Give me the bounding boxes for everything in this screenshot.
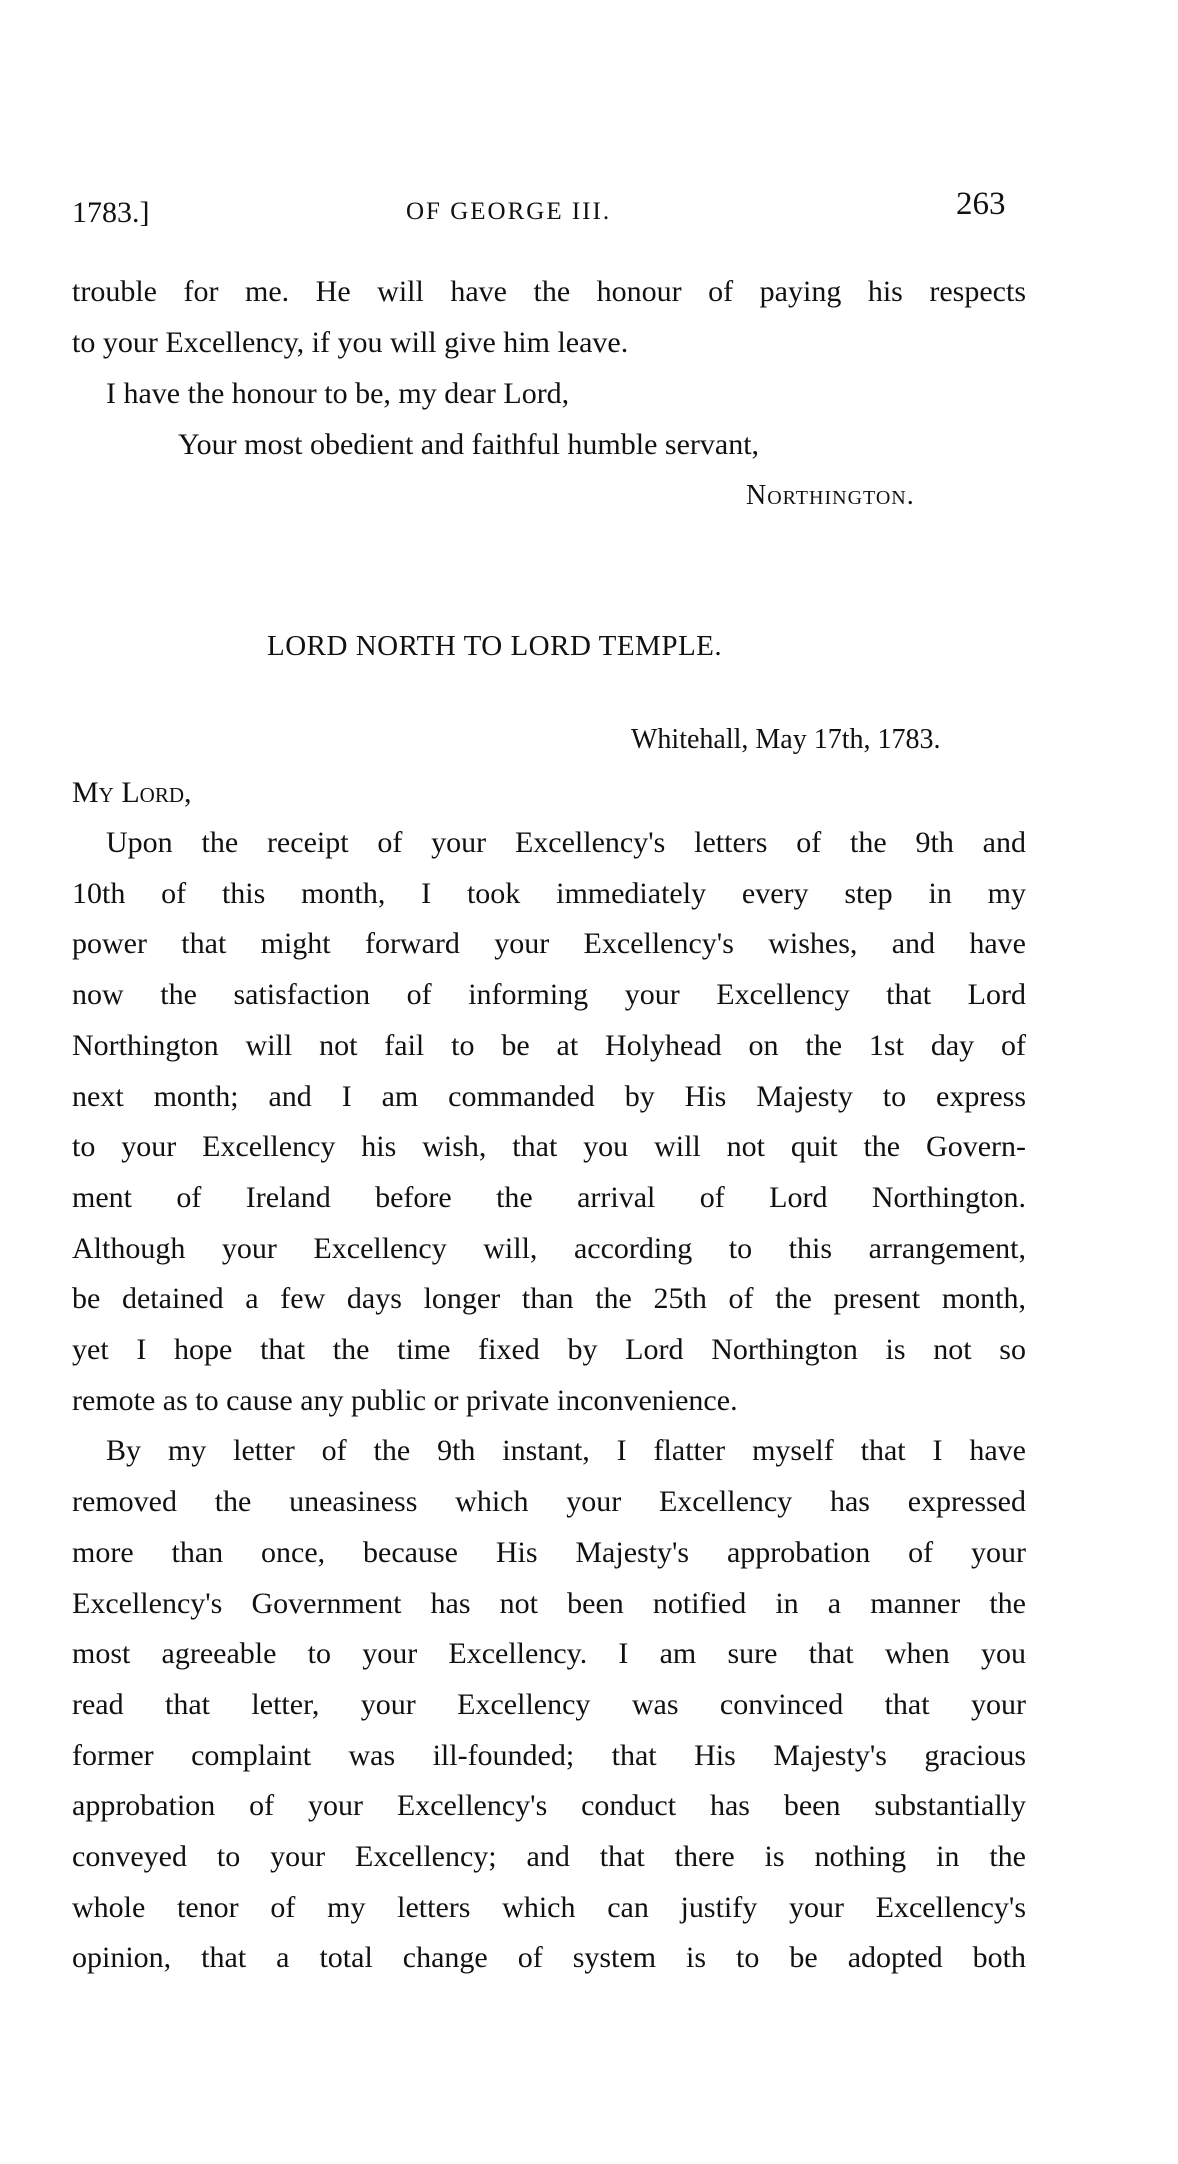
text-line: By my letter of the 9th instant, I flatter myself that I have (106, 1434, 1026, 1468)
text-line: read that letter, your Excellency was convinced that your (72, 1687, 1026, 1721)
text-line: approbation of your Excellency's conduct has been substantially (72, 1789, 1026, 1823)
text-line: now the satisfaction of informing your Excellency that Lord (72, 978, 1026, 1012)
text-line: former complaint was ill-founded; that His Majesty's gracious (72, 1738, 1026, 1772)
text-line: be detained a few days longer than the 25th of the present month, (72, 1282, 1026, 1316)
text-line: removed the uneasiness which your Excellency has expressed (72, 1485, 1026, 1519)
text-line: Northington will not fail to be at Holyhead on the 1st day of (72, 1028, 1026, 1062)
text-line: to your Excellency his wish, that you will not quit the Govern- (72, 1130, 1026, 1164)
page-number: 263 (956, 186, 1006, 222)
text-line: Although your Excellency will, according to this arrangement, (72, 1231, 1026, 1265)
letter-dateline: Whitehall, May 17th, 1783. (631, 724, 941, 755)
signature: Northington. (746, 480, 915, 511)
text-line: Excellency's Government has not been notified in a manner the (72, 1586, 1026, 1620)
text-line: trouble for me. He will have the honour of paying his respects (72, 275, 1026, 308)
text-line: ment of Ireland before the arrival of Lord Northington. (72, 1180, 1026, 1214)
closing-line-2: Your most obedient and faithful humble servant, (178, 428, 760, 461)
text-line: more than once, because His Majesty's approbation of your (72, 1535, 1026, 1569)
text-line: 10th of this month, I took immediately every step in my (72, 876, 1026, 910)
closing-line-1: I have the honour to be, my dear Lord, (106, 377, 570, 410)
text-line: remote as to cause any public or private inconvenience. (72, 1383, 738, 1417)
text-line: most agreeable to your Excellency. I am sure that when you (72, 1637, 1026, 1671)
text-line: opinion, that a total change of system is to be adopted both (72, 1941, 1026, 1975)
salutation: My Lord, (72, 776, 192, 809)
text-line: Upon the receipt of your Excellency's letters of the 9th and (106, 826, 1026, 859)
text-line: to your Excellency, if you will give him leave. (72, 326, 629, 359)
text-line: conveyed to your Excellency; and that there is nothing in the (72, 1840, 1026, 1873)
text-line: power that might forward your Excellency's wishes, and have (72, 927, 1026, 961)
running-head-title: OF GEORGE III. (406, 198, 612, 225)
letter-title: LORD NORTH TO LORD TEMPLE. (267, 630, 723, 662)
text-line: whole tenor of my letters which can justify your Excellency's (72, 1890, 1026, 1924)
running-head-year: 1783.] (72, 196, 150, 229)
text-line: next month; and I am commanded by His Majesty to express (72, 1079, 1026, 1113)
text-line: yet I hope that the time fixed by Lord Northington is not so (72, 1333, 1026, 1366)
